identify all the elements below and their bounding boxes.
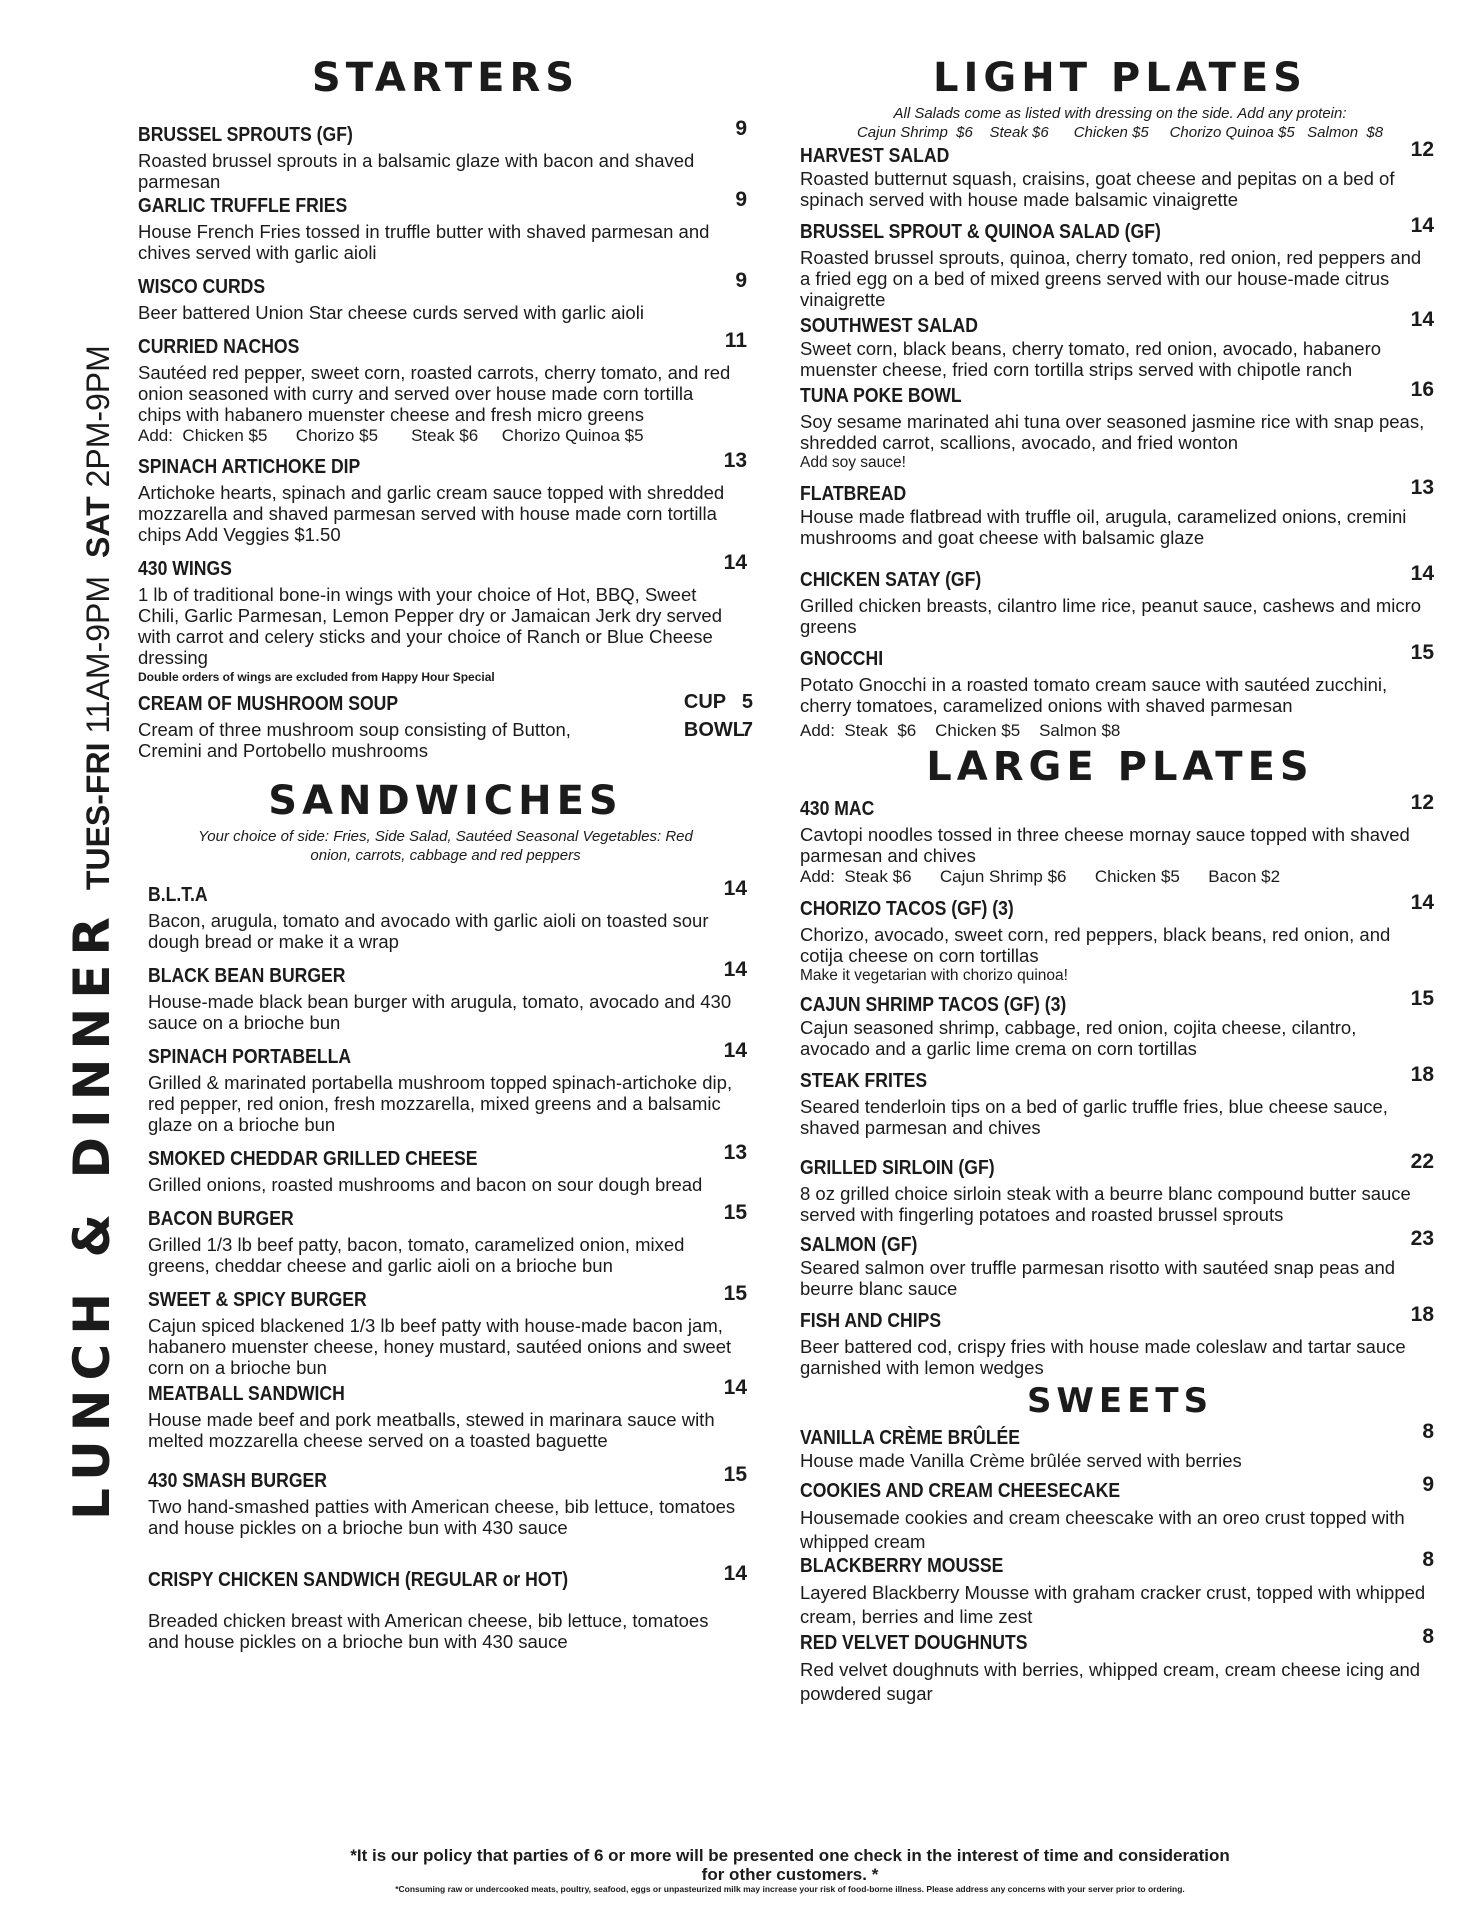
light-plates-note: All Salads come as listed with dressing on the side. Add any protein:: [893, 105, 1347, 122]
item-price: 12: [1410, 791, 1434, 814]
menu-item: [800, 1063, 1440, 1138]
item-price: 14: [1410, 214, 1434, 237]
left-column: [138, 52, 753, 1652]
item-description: Two hand-smashed patties with American cheese, bib lettuce, tomatoes and house pickles on a brioche bun with 430 sauce: [148, 1496, 736, 1538]
item-description: Grilled onions, roasted mushrooms and bacon on sour dough bread: [148, 1174, 703, 1195]
item-name: CAJUN SHRIMP TACOS (GF) (3): [800, 994, 1067, 1016]
item-price: 14: [1410, 308, 1434, 331]
item-price: 15: [1410, 987, 1434, 1010]
item-description: Bacon, arugula, tomato and avocado with garlic aioli on toasted sour dough bread or make it a wrap: [148, 910, 709, 952]
item-description: Seared tenderloin tips on a bed of garlic truffle fries, blue cheese sauce, shaved parmesan and chives: [800, 1096, 1388, 1138]
item-price: 14: [723, 877, 747, 900]
menu-item: [800, 308, 1440, 380]
item-price: 16: [1410, 378, 1434, 401]
item-price: 15: [1410, 641, 1434, 664]
item-price: 15: [723, 1463, 747, 1486]
item-price: 9: [735, 269, 747, 292]
menu-item: [800, 214, 1440, 310]
item-name: COOKIES AND CREAM CHEESECAKE: [800, 1480, 1121, 1502]
vertical-heading: [63, 345, 121, 1520]
menu-item: [800, 891, 1440, 985]
item-price: 18: [1410, 1303, 1434, 1326]
item-price: 14: [1410, 891, 1434, 914]
item-description: House made flatbread with truffle oil, arugula, caramelized onions, cremini mushrooms and goat cheese with balsamic glaze: [800, 506, 1407, 548]
item-description: Grilled 1/3 lb beef patty, bacon, tomato, caramelized onion, mixed greens, cheddar cheese and garlic aioli on a brioche bun: [148, 1234, 685, 1276]
item-extra: Add soy sauce!: [800, 454, 906, 471]
menu-item: [800, 1150, 1440, 1225]
menu-item: [800, 1625, 1440, 1706]
light-plates-proteins: Cajun Shrimp $6 Steak $6 Chicken $5 Chorizo Quinoa $5 Salmon $8: [856, 124, 1384, 141]
bowl-price: 7: [741, 719, 753, 741]
item-description: Cajun seasoned shrimp, cabbage, red onion, cojita cheese, cilantro, avocado and a garlic lime crema on corn tortillas: [800, 1017, 1357, 1059]
cup-price: 5: [741, 691, 753, 713]
menu-title: LUNCH & DINNER: [63, 908, 121, 1520]
item-description: House made Vanilla Crème brûlée served with berries: [800, 1450, 1242, 1471]
menu-item: [148, 877, 753, 952]
menu-item: [138, 188, 753, 263]
item-description: Grilled & marinated portabella mushroom topped spinach-artichoke dip, red pepper, red onion, fresh mozzarella, mixed greens and a balsamic glaze on a brioche bun: [148, 1072, 733, 1135]
item-description: House French Fries tossed in truffle butter with shaved parmesan and chives served with garlic aioli: [138, 221, 710, 263]
right-column: [800, 52, 1440, 1706]
hours-saturday: SAT 2PM-9PM: [80, 345, 116, 558]
menu-item: [138, 449, 753, 545]
item-price: 9: [1422, 1473, 1434, 1496]
item-name: CHICKEN SATAY (GF): [800, 569, 982, 591]
hours-weekday: TUES-FRI 11AM-9PM: [80, 575, 116, 891]
item-name: GRILLED SIRLOIN (GF): [800, 1157, 995, 1179]
item-name: SALMON (GF): [800, 1234, 918, 1256]
item-price: 23: [1410, 1227, 1434, 1250]
item-name: BLACK BEAN BURGER: [148, 965, 346, 987]
item-name: 430 SMASH BURGER: [148, 1470, 327, 1492]
menu-item: [800, 1227, 1440, 1299]
item-description: Seared salmon over truffle parmesan risotto with sautéed snap peas and beurre blanc sauce: [800, 1257, 1396, 1299]
menu-item: [800, 1303, 1440, 1378]
menu-item: [138, 551, 753, 684]
item-price: 14: [723, 1562, 747, 1585]
item-name: GNOCCHI: [800, 648, 884, 670]
item-name: STEAK FRITES: [800, 1070, 928, 1092]
item-price: 8: [1422, 1548, 1434, 1571]
light-plates-title: LIGHT PLATES: [933, 55, 1307, 101]
menu-item: [148, 1201, 753, 1276]
food-disclaimer: *Consuming raw or undercooked meats, poultry, seafood, eggs or unpasteurized milk may increase your risk of food-borne illness. Please address any concerns with your server prior to ordering.: [395, 1884, 1185, 1894]
item-name: SWEET & SPICY BURGER: [148, 1289, 367, 1311]
item-price: 13: [723, 1141, 747, 1164]
large-plates-section: [800, 741, 1440, 1378]
item-price: 14: [723, 1039, 747, 1062]
item-name: SPINACH ARTICHOKE DIP: [138, 456, 361, 478]
item-add-ons: Add: Steak $6 Cajun Shrimp $6 Chicken $5 Bacon $2: [800, 867, 1281, 886]
item-description: Sautéed red pepper, sweet corn, roasted carrots, cherry tomato, and red onion seasoned with curry and served over house made corn tortilla chips with habanero muenster cheese and fresh micro greens: [138, 362, 731, 425]
item-add-ons: Add: Steak $6 Chicken $5 Salmon $8: [800, 721, 1121, 740]
footer: [340, 1846, 1240, 1894]
menu-item: [148, 1282, 753, 1378]
menu-item: [148, 958, 753, 1033]
item-price: 18: [1410, 1063, 1434, 1086]
menu-item: [800, 378, 1440, 472]
soup-item: [138, 692, 753, 761]
item-description: Sweet corn, black beans, cherry tomato, red onion, avocado, habanero muenster cheese, fried corn tortilla strips served with chipotle ranch: [800, 338, 1382, 380]
item-name: VANILLA CRÈME BRÛLÉE: [800, 1427, 1020, 1449]
item-description: Artichoke hearts, spinach and garlic cream sauce topped with shredded mozzarella and shaved parmesan served with house made corn tortilla chips Add Veggies $1.50: [138, 482, 725, 545]
item-name: SMOKED CHEDDAR GRILLED CHEESE: [148, 1148, 478, 1170]
item-price: 13: [1410, 476, 1434, 499]
item-name: CHORIZO TACOS (GF) (3): [800, 898, 1014, 920]
item-name: CREAM OF MUSHROOM SOUP: [138, 693, 399, 715]
item-price: 14: [723, 551, 747, 574]
item-name: BLACKBERRY MOUSSE: [800, 1555, 1004, 1577]
menu-item: [138, 117, 753, 192]
light-plates-section: [800, 52, 1440, 741]
item-price: 22: [1410, 1150, 1434, 1173]
menu-item: [148, 1376, 753, 1451]
item-name: CRISPY CHICKEN SANDWICH (REGULAR or HOT): [148, 1569, 569, 1591]
starters-section: [138, 52, 753, 761]
menu-item: [800, 476, 1440, 548]
menu-item: [138, 269, 753, 323]
menu-item: [800, 641, 1440, 741]
item-name: 430 WINGS: [138, 558, 232, 580]
bowl-label: BOWL: [683, 719, 745, 741]
item-description: 1 lb of traditional bone-in wings with your choice of Hot, BBQ, Sweet Chili, Garlic Parmesan, Lemon Pepper dry or Jamaican Jerk dry served with carrot and celery sticks and your choice of Ranch or Blue Cheese dressing: [138, 584, 723, 668]
item-description: Chorizo, avocado, sweet corn, red peppers, black beans, red onion, and cotija cheese on corn tortillas: [800, 924, 1391, 966]
item-price: 11: [724, 329, 747, 352]
sandwiches-title: SANDWICHES: [268, 778, 623, 824]
item-name: RED VELVET DOUGHNUTS: [800, 1632, 1028, 1654]
item-description: Cavtopi noodles tossed in three cheese mornay sauce topped with shaved parmesan and chives: [800, 824, 1410, 866]
item-name: SOUTHWEST SALAD: [800, 315, 978, 337]
menu-item: [148, 1562, 753, 1652]
item-description: Roasted brussel sprouts in a balsamic glaze with bacon and shaved parmesan: [138, 150, 695, 192]
item-name: GARLIC TRUFFLE FRIES: [138, 195, 348, 217]
item-price: 14: [723, 958, 747, 981]
item-description: Housemade cookies and cream cheescake with an oreo crust topped with whipped cream: [800, 1507, 1405, 1552]
item-add-ons: Add: Chicken $5 Chorizo $5 Steak $6 Chorizo Quinoa $5: [138, 426, 644, 445]
item-name: WISCO CURDS: [138, 276, 266, 298]
sweets-section: [800, 1378, 1440, 1706]
menu-item: [800, 1420, 1440, 1471]
item-description: House-made black bean burger with arugula, tomato, avocado and 430 sauce on a brioche bun: [148, 991, 732, 1033]
item-name: TUNA POKE BOWL: [800, 385, 962, 407]
menu-item: [800, 1548, 1440, 1629]
item-description: Cream of three mushroom soup consisting of Button, Cremini and Portobello mushrooms: [138, 719, 571, 761]
large-plates-title: LARGE PLATES: [926, 744, 1314, 790]
item-description: Layered Blackberry Mousse with graham cracker crust, topped with whipped cream, berries and lime zest: [800, 1582, 1426, 1627]
item-description: Beer battered cod, crispy fries with house made coleslaw and tartar sauce garnished with lemon wedges: [800, 1336, 1406, 1378]
item-description: Red velvet doughnuts with berries, whipped cream, cream cheese icing and powdered sugar: [800, 1659, 1421, 1704]
item-name: MEATBALL SANDWICH: [148, 1383, 345, 1405]
item-name: FLATBREAD: [800, 483, 907, 505]
menu-item: [800, 562, 1440, 637]
sidebar: [0, 0, 130, 1920]
item-name: FISH AND CHIPS: [800, 1310, 942, 1332]
cup-label: CUP: [683, 691, 727, 713]
item-name: BRUSSEL SPROUT & QUINOA SALAD (GF): [800, 221, 1161, 243]
item-name: BRUSSEL SPROUTS (GF): [138, 124, 353, 146]
menu-item: [800, 1473, 1440, 1554]
item-extra: Make it vegetarian with chorizo quinoa!: [800, 967, 1068, 984]
item-price: 13: [723, 449, 747, 472]
item-description: 8 oz grilled choice sirloin steak with a beurre blanc compound butter sauce served with fingerling potatoes and roasted brussel sprouts: [800, 1183, 1411, 1225]
soup-prices: [684, 688, 753, 744]
starters-title: STARTERS: [311, 55, 580, 101]
item-description: Breaded chicken breast with American cheese, bib lettuce, tomatoes and house pickles on a brioche bun with 430 sauce: [148, 1610, 709, 1652]
item-description: Soy sesame marinated ahi tuna over seasoned jasmine rice with snap peas, shredded carrot, scallions, avocado, and fried wonton: [800, 411, 1425, 453]
item-description: Roasted brussel sprouts, quinoa, cherry tomato, red onion, red peppers and a fried egg on a bed of mixed greens served with our house-made citrus vinaigrette: [800, 247, 1422, 310]
item-price: 15: [723, 1282, 747, 1305]
sweets-title: SWEETS: [1026, 1381, 1214, 1421]
menu-item: [148, 1463, 753, 1538]
item-price: 9: [735, 188, 747, 211]
item-name: CURRIED NACHOS: [138, 336, 300, 358]
item-description: Cajun spiced blackened 1/3 lb beef patty with house-made bacon jam, habanero muenster cheese, honey mustard, sautéed onions and sweet corn on a brioche bun: [148, 1315, 732, 1378]
sandwiches-section: [138, 775, 753, 1652]
menu-item: [800, 987, 1440, 1059]
item-price: 15: [723, 1201, 747, 1224]
item-name: SPINACH PORTABELLA: [148, 1046, 352, 1068]
item-price: 14: [723, 1376, 747, 1399]
item-description: Grilled chicken breasts, cilantro lime rice, peanut sauce, cashews and micro greens: [800, 595, 1422, 637]
party-policy: *It is our policy that parties of 6 or more will be presented one check in the interest of time and consideration for other customers. *: [350, 1846, 1230, 1884]
item-name: 430 MAC: [800, 798, 875, 820]
item-price: 14: [1410, 562, 1434, 585]
item-description: Beer battered Union Star cheese curds served with garlic aioli: [138, 302, 644, 323]
sandwiches-note: Your choice of side: Fries, Side Salad, Sautéed Seasonal Vegetables: Red onion, carrots, cabbage and red peppers: [198, 828, 693, 864]
item-name: BACON BURGER: [148, 1208, 294, 1230]
item-name: HARVEST SALAD: [800, 145, 950, 167]
item-description: House made beef and pork meatballs, stewed in marinara sauce with melted mozzarella cheese served on a toasted baguette: [148, 1409, 715, 1451]
item-description: Potato Gnocchi in a roasted tomato cream sauce with sautéed zucchini, cherry tomatoes, caramelized onions with shaved parmesan: [800, 674, 1388, 716]
menu-item: [148, 1039, 753, 1135]
item-price: 12: [1410, 138, 1434, 161]
menu-item: [800, 791, 1440, 887]
menu-item: [138, 329, 753, 446]
item-price: 8: [1422, 1420, 1434, 1443]
item-price: 8: [1422, 1625, 1434, 1648]
menu-item: [148, 1141, 753, 1195]
item-price: 9: [735, 117, 747, 140]
menu-item: [800, 138, 1440, 210]
item-description: Roasted butternut squash, craisins, goat cheese and pepitas on a bed of spinach served with house made balsamic vinaigrette: [800, 168, 1395, 210]
item-name: B.L.T.A: [148, 884, 208, 906]
item-note: Double orders of wings are excluded from Happy Hour Special: [138, 670, 495, 684]
